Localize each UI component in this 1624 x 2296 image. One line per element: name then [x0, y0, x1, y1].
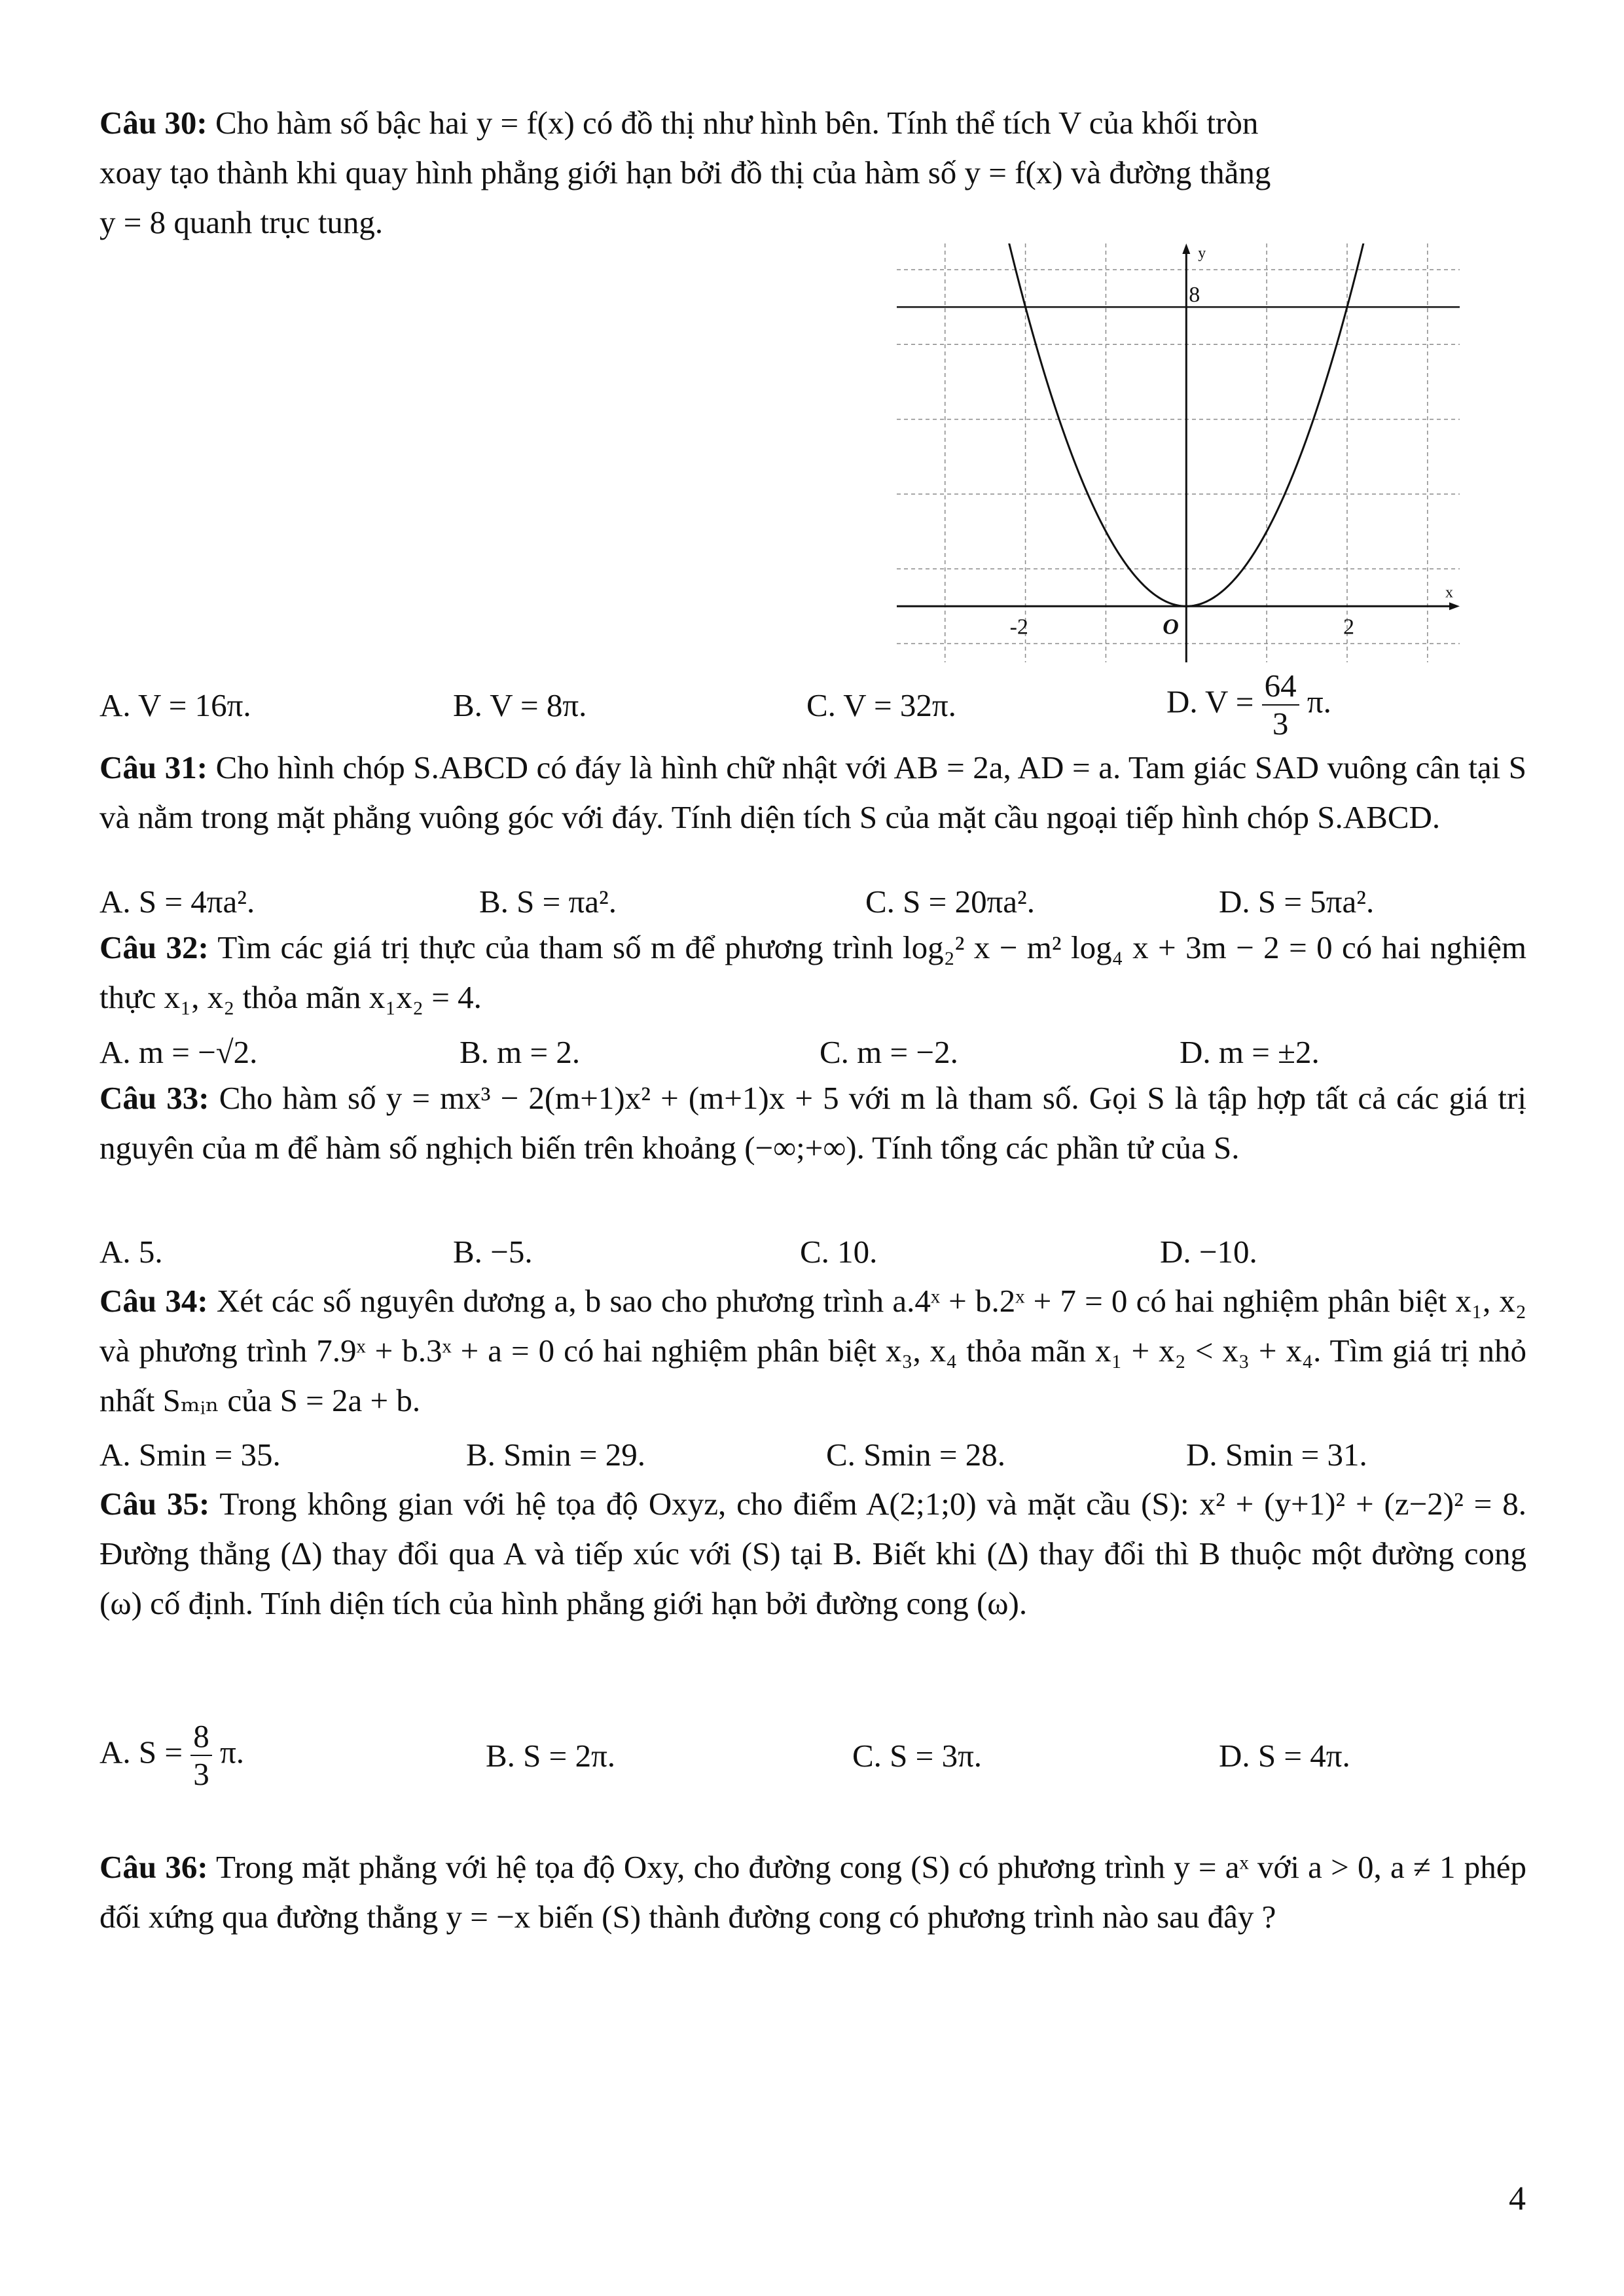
question-text: y = 8 quanh trục tung.: [99, 204, 384, 240]
option-c[interactable]: C. Smin = 28.: [826, 1437, 1006, 1473]
option-c[interactable]: C. m = −2.: [820, 1034, 958, 1070]
options-q33: [99, 1227, 1526, 1277]
question-36: [99, 1842, 1526, 1942]
option-a[interactable]: A. V = 16π.: [99, 687, 251, 723]
option-a[interactable]: A. Smin = 35.: [99, 1437, 281, 1473]
question-label: Câu 34:: [99, 1283, 208, 1319]
question-32: [99, 923, 1526, 1022]
options-q32: [99, 1028, 1526, 1077]
question-33: [99, 1073, 1526, 1173]
options-q35: [99, 1718, 1526, 1792]
option-d[interactable]: D. −10.: [1160, 1234, 1257, 1270]
option-a[interactable]: A. S = 4πa².: [99, 884, 255, 920]
option-a[interactable]: [99, 1718, 244, 1793]
x-axis-arrow: [1449, 602, 1460, 610]
question-text: Cho hình chóp S.ABCD có đáy là hình chữ nhật với AB = 2a, AD = a. Tam giác SAD vuông cân tại S và nằm trong mặt phẳng vuông góc với đáy. Tính diện tích S của mặt cầu ngoại tiếp hình chóp S.ABCD.: [99, 749, 1527, 835]
question-label: Câu 32:: [99, 929, 209, 965]
question-label: Câu 31:: [99, 749, 208, 785]
question-text: Trong không gian với hệ tọa độ Oxyz, cho điểm A(2;1;0) và mặt cầu (S): x² + (y+1)² + (z−2)² = 8. Đường thẳng (Δ) thay đổi qua A và tiếp xúc với (S) tại B. Biết khi (Δ) thay đổi thì B thuộc một đường cong (ω) cố định. Tính diện tích của hình phẳng giới hạn bởi đường cong (ω).: [99, 1486, 1526, 1621]
option-b[interactable]: B. m = 2.: [460, 1034, 581, 1070]
question-text: Cho hàm số bậc hai y = f(x) có đồ thị như hình bên. Tính thể tích V của khối tròn: [215, 105, 1259, 141]
y-axis-arrow: [1182, 243, 1190, 254]
axis-label-y: y: [1198, 245, 1206, 262]
option-d[interactable]: D. Smin = 31.: [1186, 1437, 1367, 1473]
option-b[interactable]: B. Smin = 29.: [466, 1437, 646, 1473]
question-31: [99, 743, 1526, 842]
question-label: Câu 33:: [99, 1080, 209, 1116]
options-q31: [99, 877, 1526, 927]
question-35: [99, 1479, 1526, 1628]
fraction: [190, 1718, 212, 1793]
option-d-suffix: π.: [1307, 683, 1331, 720]
question-text: Cho hàm số y = mx³ − 2(m+1)x² + (m+1)x + 5 với m là tham số. Gọi S là tập hợp tất cả các giá trị nguyên của m để hàm số nghịch biến trên khoảng (−∞;+∞). Tính tổng các phần tử của S.: [99, 1080, 1526, 1166]
option-d[interactable]: D. S = 5πa².: [1219, 884, 1375, 920]
option-a-suffix: π.: [220, 1734, 245, 1770]
option-c[interactable]: C. 10.: [800, 1234, 878, 1270]
parabola-graph: [897, 243, 1460, 662]
question-label: Câu 30:: [99, 105, 208, 141]
option-b[interactable]: B. S = πa².: [479, 884, 617, 920]
option-b[interactable]: B. V = 8π.: [453, 687, 587, 723]
option-d-prefix: D. V =: [1166, 683, 1254, 720]
option-b[interactable]: B. −5.: [453, 1234, 533, 1270]
option-c[interactable]: C. V = 32π.: [806, 687, 956, 723]
fraction-numerator: 8: [190, 1718, 212, 1756]
option-a-prefix: A. S =: [99, 1734, 183, 1770]
option-d[interactable]: D. m = ±2.: [1180, 1034, 1320, 1070]
question-30: [99, 98, 1526, 247]
options-q34: [99, 1430, 1526, 1480]
option-d[interactable]: D. S = 4π.: [1219, 1738, 1350, 1774]
question-34: [99, 1276, 1526, 1426]
option-a[interactable]: A. 5.: [99, 1234, 163, 1270]
option-d[interactable]: [1166, 668, 1331, 742]
fraction-denominator: 3: [193, 1756, 209, 1792]
option-a[interactable]: A. m = −√2.: [99, 1034, 258, 1070]
fraction-numerator: 64: [1262, 668, 1299, 706]
axis-label-x: x: [1445, 584, 1453, 601]
option-c[interactable]: C. S = 3π.: [852, 1738, 983, 1774]
page-number: 4: [1509, 2180, 1526, 2217]
options-q30: [99, 668, 1526, 742]
question-text: Tìm các giá trị thực của tham số m để phương trình log₂² x − m² log₄ x + 3m − 2 = 0 có hai nghiệm thực x₁, x₂ thỏa mãn x₁x₂ = 4.: [99, 929, 1526, 1015]
question-label: Câu 35:: [99, 1486, 210, 1522]
question-text: Xét các số nguyên dương a, b sao cho phương trình a.4ˣ + b.2ˣ + 7 = 0 có hai nghiệm phân biệt x₁, x₂ và phương trình 7.9ˣ + b.3ˣ + a = 0 có hai nghiệm phân biệt x₃, x₄ thỏa mãn x₁ + x₂ < x₃ + x₄. Tìm giá trị nhỏ nhất Sₘᵢₙ của S = 2a + b.: [99, 1283, 1526, 1418]
tick-label-x-neg: -2: [1009, 615, 1028, 639]
question-text: Trong mặt phẳng với hệ tọa độ Oxy, cho đường cong (S) có phương trình y = aˣ với a > 0, a ≠ 1 phép đối xứng qua đường thẳng y = −x biến (S) thành đường cong có phương trình nào sau đây ?: [99, 1849, 1526, 1935]
question-label: Câu 36:: [99, 1849, 208, 1885]
tick-label-origin: O: [1163, 615, 1179, 639]
option-b[interactable]: B. S = 2π.: [486, 1738, 616, 1774]
question-text: xoay tạo thành khi quay hình phẳng giới hạn bởi đồ thị của hàm số y = f(x) và đường thẳng: [99, 154, 1271, 190]
tick-label-y: 8: [1189, 283, 1200, 308]
fraction: [1262, 668, 1299, 742]
tick-label-x-pos: 2: [1343, 615, 1354, 639]
option-c[interactable]: C. S = 20πa².: [865, 884, 1035, 920]
fraction-denominator: 3: [1272, 706, 1289, 742]
